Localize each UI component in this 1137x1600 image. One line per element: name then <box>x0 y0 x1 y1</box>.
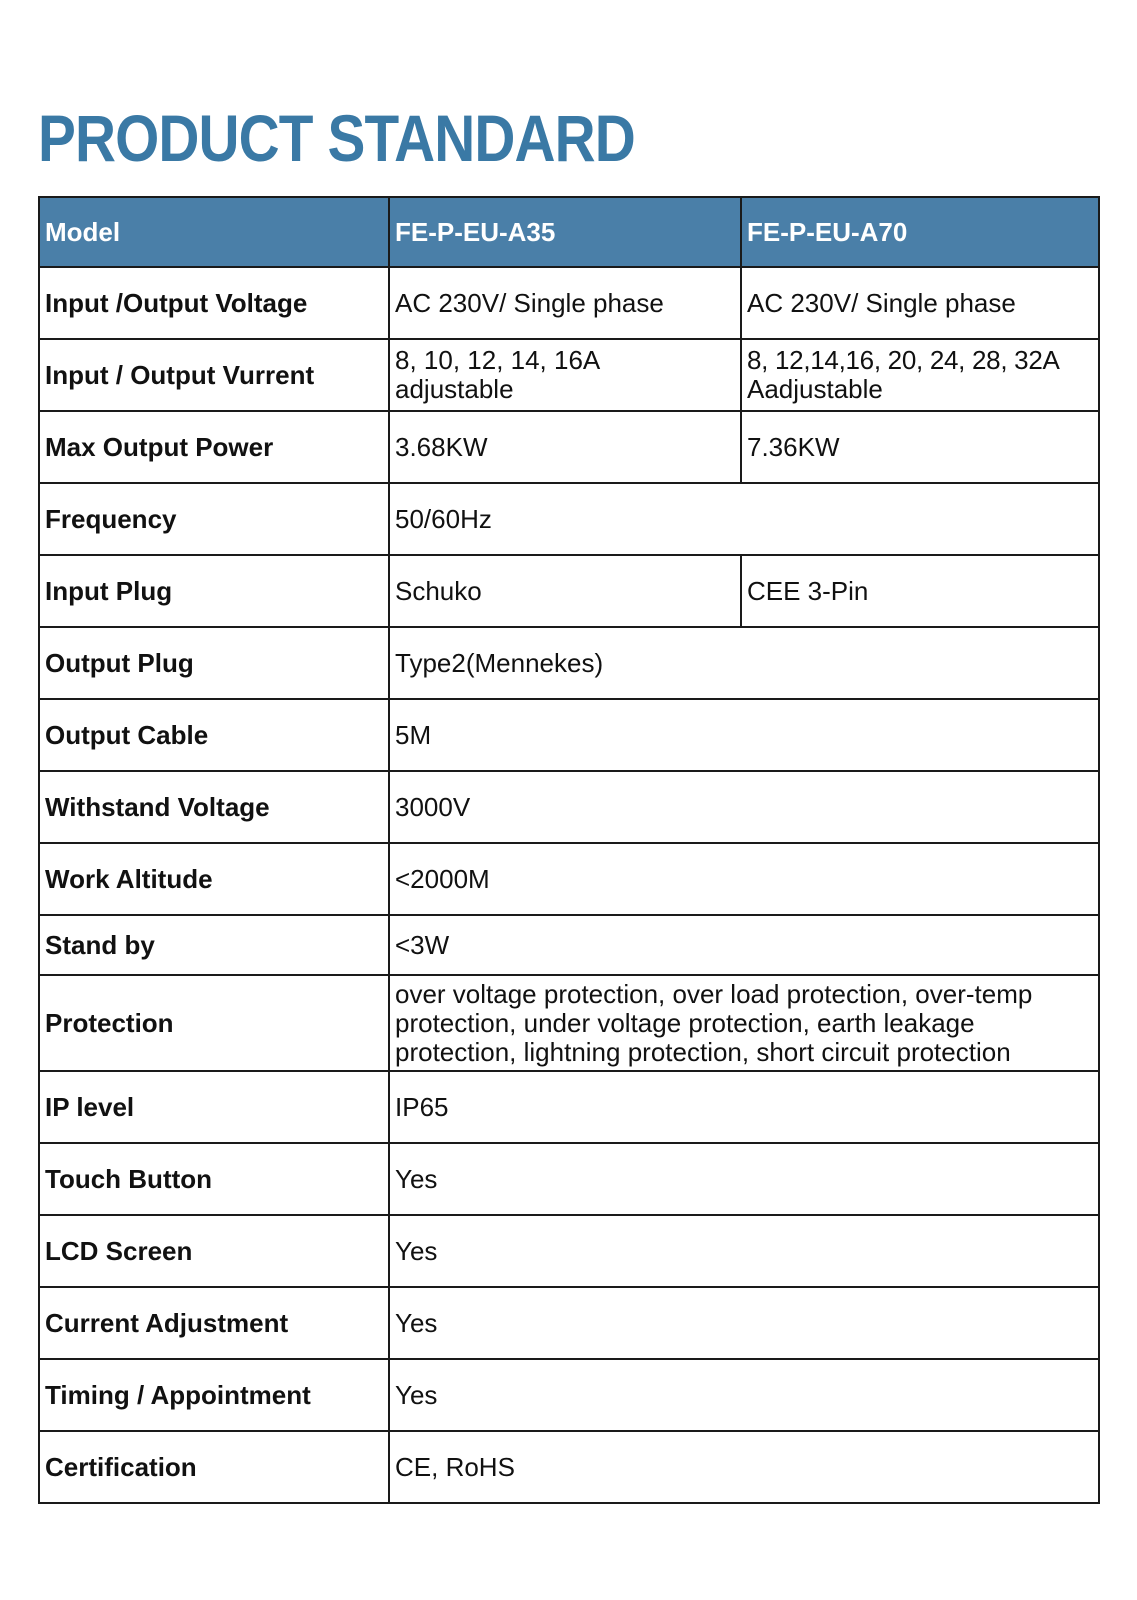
row-value: Yes <box>389 1143 1099 1215</box>
row-label: Protection <box>39 975 389 1071</box>
row-label: Output Cable <box>39 699 389 771</box>
value-line: over voltage protection, over load protection, over-temp <box>395 978 1033 1009</box>
page-title: PRODUCT STANDARD <box>38 101 635 175</box>
row-label: Stand by <box>39 915 389 975</box>
row-value: Yes <box>389 1215 1099 1287</box>
table-row <box>39 267 1099 339</box>
value-line: 8, 12,14,16, 20, 24, 28, 32A <box>747 345 1060 375</box>
table-row <box>39 843 1099 915</box>
row-value: 5M <box>389 699 1099 771</box>
row-label: Input /Output Voltage <box>39 267 389 339</box>
row-value: <2000M <box>389 843 1099 915</box>
table-row <box>39 411 1099 483</box>
row-label: LCD Screen <box>39 1215 389 1287</box>
row-value: Yes <box>389 1287 1099 1359</box>
table-row <box>39 1215 1099 1287</box>
table-row <box>39 339 1099 411</box>
table-row <box>39 1431 1099 1503</box>
table-row <box>39 1143 1099 1215</box>
table-row <box>39 627 1099 699</box>
row-value: IP65 <box>389 1071 1099 1143</box>
row-label: Frequency <box>39 483 389 555</box>
value-line: Aadjustable <box>747 374 883 404</box>
row-label: Input / Output Vurrent <box>39 339 389 411</box>
product-standard-table <box>38 196 1100 1504</box>
row-label: Certification <box>39 1431 389 1503</box>
table-row <box>39 699 1099 771</box>
row-value-a70 <box>741 339 1099 411</box>
value-line: 8, 10, 12, 14, 16A <box>395 345 601 375</box>
table-row <box>39 1287 1099 1359</box>
row-value: Yes <box>389 1359 1099 1431</box>
row-label: Current Adjustment <box>39 1287 389 1359</box>
row-value-a35: Schuko <box>389 555 741 627</box>
header-model-label: Model <box>39 197 389 267</box>
row-label: Output Plug <box>39 627 389 699</box>
row-label: Withstand Voltage <box>39 771 389 843</box>
row-value-a35: 3.68KW <box>389 411 741 483</box>
table-row <box>39 483 1099 555</box>
value-line: adjustable <box>395 374 514 404</box>
header-model-a70: FE-P-EU-A70 <box>741 197 1099 267</box>
table-row <box>39 915 1099 975</box>
row-value-a35 <box>389 339 741 411</box>
row-value-a35: AC 230V/ Single phase <box>389 267 741 339</box>
row-value-a70: 7.36KW <box>741 411 1099 483</box>
row-value <box>389 975 1099 1071</box>
row-value-a70: AC 230V/ Single phase <box>741 267 1099 339</box>
row-label: Timing / Appointment <box>39 1359 389 1431</box>
row-value: 3000V <box>389 771 1099 843</box>
table-row <box>39 771 1099 843</box>
row-value: Type2(Mennekes) <box>389 627 1099 699</box>
value-line: protection, under voltage protection, earth leakage <box>395 1007 975 1038</box>
table-row <box>39 1359 1099 1431</box>
row-value-a70: CEE 3-Pin <box>741 555 1099 627</box>
table-row <box>39 1071 1099 1143</box>
header-model-a35: FE-P-EU-A35 <box>389 197 741 267</box>
row-label: IP level <box>39 1071 389 1143</box>
row-label: Touch Button <box>39 1143 389 1215</box>
value-line: protection, lightning protection, short circuit protection <box>395 1036 1011 1067</box>
table-row <box>39 555 1099 627</box>
row-label: Max Output Power <box>39 411 389 483</box>
row-label: Input Plug <box>39 555 389 627</box>
row-value: <3W <box>389 915 1099 975</box>
row-value: CE, RoHS <box>389 1431 1099 1503</box>
row-label: Work Altitude <box>39 843 389 915</box>
table-header-row <box>39 197 1099 267</box>
table-row <box>39 975 1099 1071</box>
row-value: 50/60Hz <box>389 483 1099 555</box>
